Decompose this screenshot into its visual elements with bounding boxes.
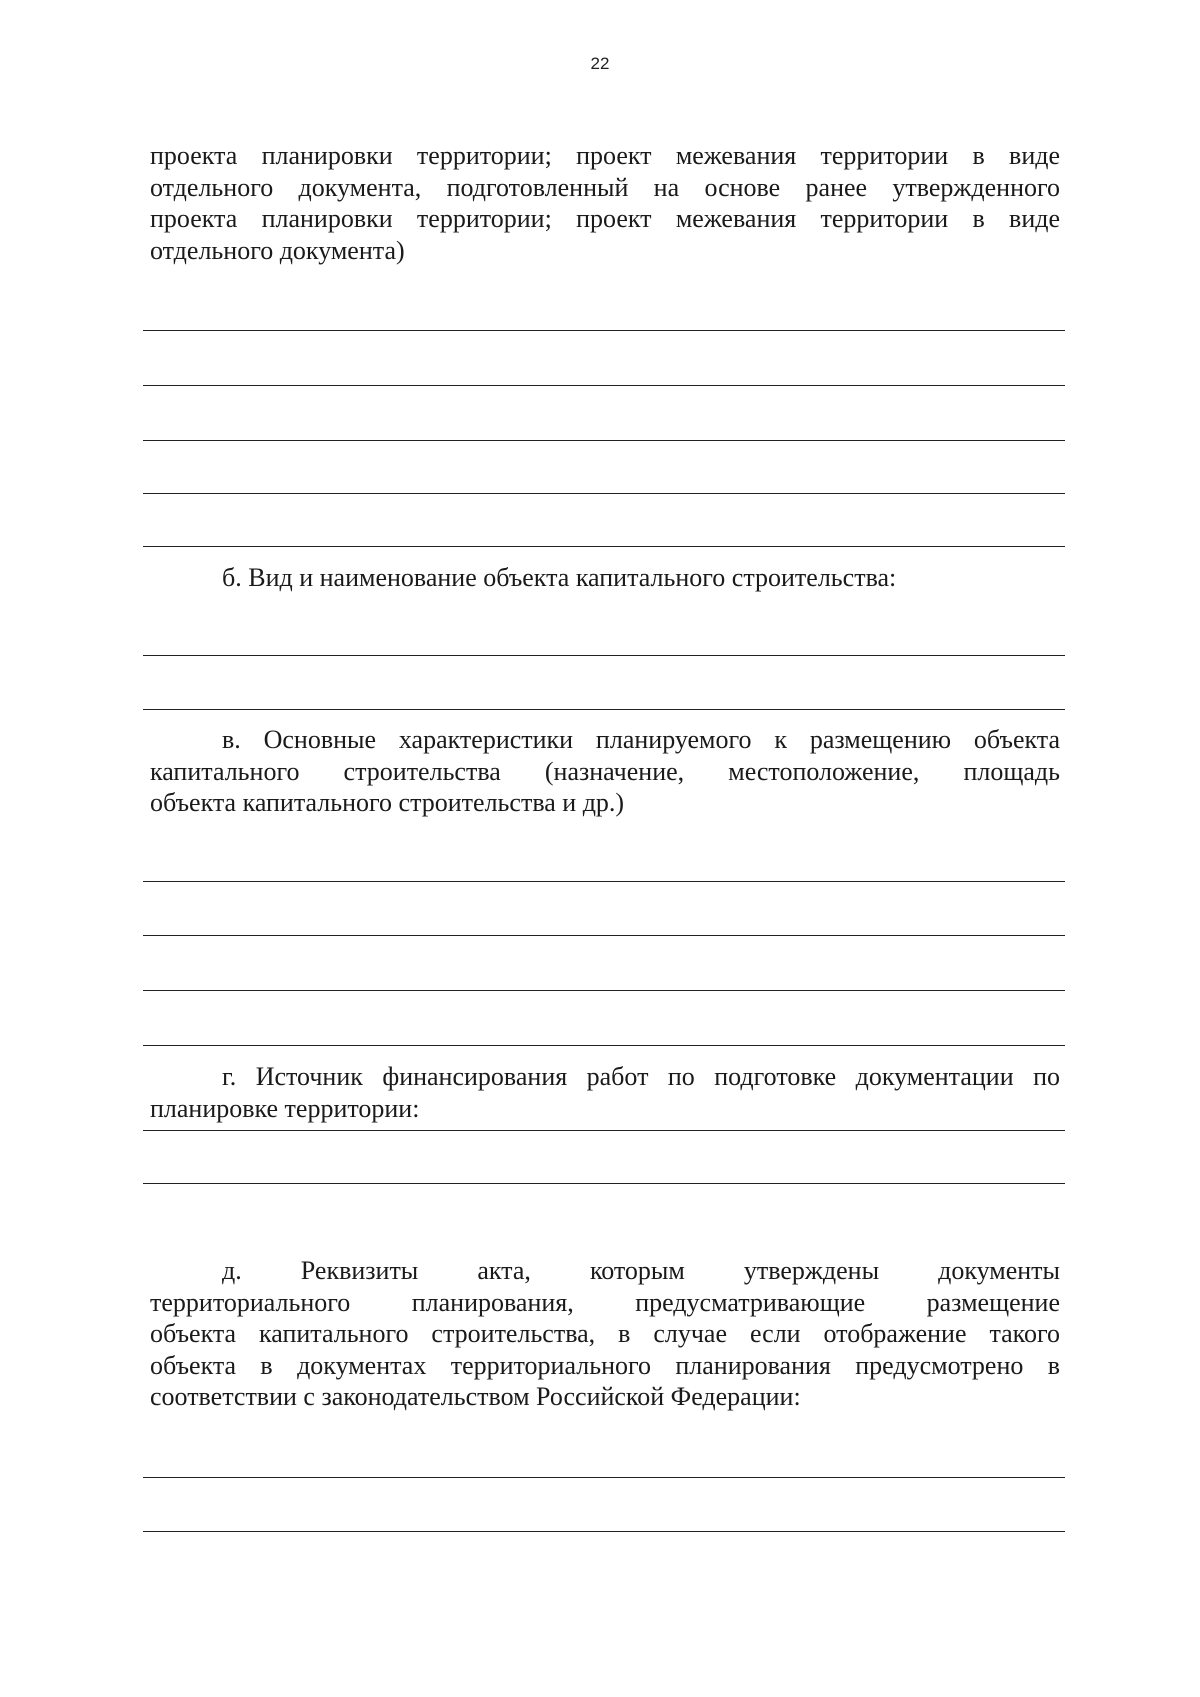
section-g-line: г. Источник финансирования работ по подготовке документации по [222, 1062, 1060, 1091]
fill-in-line[interactable] [143, 990, 1065, 991]
fill-in-line[interactable] [143, 330, 1065, 331]
section-v-line: в. Основные характеристики планируемого к размещению объекта [222, 725, 1060, 754]
fill-in-line[interactable] [143, 385, 1065, 386]
section-d-line: объекта в документах территориального планирования предусмотрено в [150, 1350, 1060, 1380]
fill-in-line[interactable] [143, 546, 1065, 547]
fill-in-line[interactable] [143, 1477, 1065, 1478]
intro-line: отдельного документа, подготовленный на основе ранее утвержденного [150, 172, 1060, 202]
section-v-line: объекта капитального строительства и др.) [150, 788, 625, 817]
section-b-heading [150, 562, 1060, 594]
fill-in-line[interactable] [143, 1130, 1065, 1131]
fill-in-line[interactable] [143, 709, 1065, 710]
section-d-paragraph [150, 1255, 1060, 1413]
section-g-paragraph [150, 1061, 1060, 1124]
section-v-line: капитального строительства (назначение, местоположение, площадь [150, 756, 1060, 786]
fill-in-line[interactable] [143, 1183, 1065, 1184]
intro-line: проекта планировки территории; проект межевания территории в виде [150, 204, 1060, 233]
fill-in-line[interactable] [143, 655, 1065, 656]
intro-line: проекта планировки территории; проект межевания территории в виде [150, 141, 1060, 170]
fill-in-line[interactable] [143, 935, 1065, 936]
section-v-paragraph [150, 724, 1060, 819]
section-d-line: объекта капитального строительства, в случае если отображение такого [150, 1319, 1060, 1348]
page-number: 22 [590, 54, 610, 73]
section-b-line: б. Вид и наименование объекта капитального строительства: [222, 563, 897, 592]
section-d-line: д. Реквизиты акта, которым утверждены документы [222, 1256, 1060, 1285]
fill-in-line[interactable] [143, 1045, 1065, 1046]
fill-in-line[interactable] [143, 493, 1065, 494]
intro-paragraph [150, 140, 1060, 266]
fill-in-line[interactable] [143, 440, 1065, 441]
section-d-line: соответствии с законодательством Российской Федерации: [150, 1382, 801, 1411]
fill-in-line[interactable] [143, 1531, 1065, 1532]
section-g-line: планировке территории: [150, 1093, 420, 1123]
fill-in-line[interactable] [143, 881, 1065, 882]
intro-line: отдельного документа) [150, 235, 405, 265]
section-d-line: территориального планирования, предусматривающие размещение [150, 1287, 1060, 1317]
